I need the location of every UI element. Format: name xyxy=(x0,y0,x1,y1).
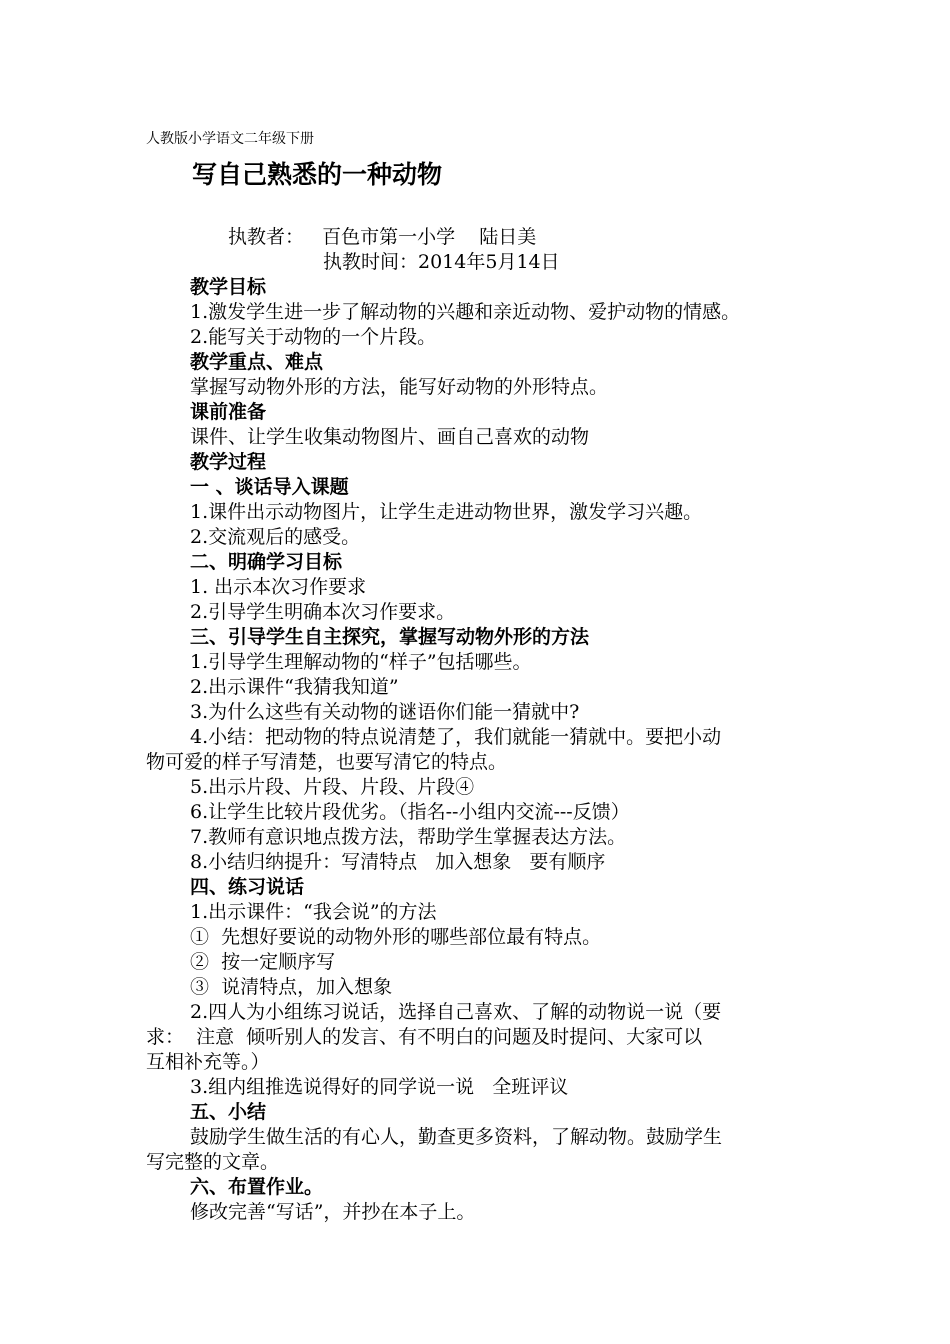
section-4-item-2b: 求： 注意 倾听别人的发言、有不明白的问题及时提问、大家可以 xyxy=(146,1026,703,1048)
section-4-circle-1: ① 先想好要说的动物外形的哪些部位最有特点。 xyxy=(190,926,602,948)
page-title: 写自己熟悉的一种动物 xyxy=(192,160,443,189)
section-1-item-1: 1.课件出示动物图片，让学生走进动物世界，激发学习兴趣。 xyxy=(190,501,703,523)
section-2-heading: 二、明确学习目标 xyxy=(190,551,343,573)
section-6-heading: 六、布置作业。 xyxy=(190,1176,324,1198)
section-4-item-2a: 2.四人为小组练习说话，选择自己喜欢、了解的动物说一说（要 xyxy=(190,1001,722,1023)
goal-1: 1.激发学生进一步了解动物的兴趣和亲近动物、爱护动物的情感。 xyxy=(190,301,741,323)
section-3-heading: 三、引导学生自主探究，掌握写动物外形的方法 xyxy=(190,626,590,648)
section-3-item-1: 1.引导学生理解动物的“样子”包括哪些。 xyxy=(190,651,532,673)
goals-heading: 教学目标 xyxy=(190,276,267,298)
section-4-heading: 四、练习说话 xyxy=(190,876,305,898)
section-6-text: 修改完善“写话”，并抄在本子上。 xyxy=(190,1201,476,1223)
teacher-line: 执教者： 百色市第一小学 陆日美 xyxy=(228,226,537,248)
section-3-item-2: 2.出示课件“我猜我知道” xyxy=(190,676,399,698)
prep-heading: 课前准备 xyxy=(190,401,267,423)
section-4-circle-2: ② 按一定顺序写 xyxy=(190,951,336,973)
key-text: 掌握写动物外形的方法，能写好动物的外形特点。 xyxy=(190,376,609,398)
section-3-item-7: 7.教师有意识地点拨方法，帮助学生掌握表达方法。 xyxy=(190,826,627,848)
section-4-item-3: 3.组内组推选说得好的同学说一说 全班评议 xyxy=(190,1076,569,1098)
section-3-item-8: 8.小结归纳提升：写清特点 加入想象 要有顺序 xyxy=(190,851,606,873)
goal-2: 2.能写关于动物的一个片段。 xyxy=(190,326,437,348)
section-2-item-1: 1. 出示本次习作要求 xyxy=(190,576,367,598)
section-4-circle-3: ③ 说清特点，加入想象 xyxy=(190,976,393,998)
date-line: 执教时间：2014年5月14日 xyxy=(323,251,560,273)
key-heading: 教学重点、难点 xyxy=(190,351,324,373)
section-4-item-1: 1.出示课件：“我会说”的方法 xyxy=(190,901,437,923)
section-5-text-b: 写完整的文章。 xyxy=(146,1151,280,1173)
section-3-item-4b: 物可爱的样子写清楚，也要写清它的特点。 xyxy=(146,751,508,773)
section-3-item-5: 5.出示片段、片段、片段、片段④ xyxy=(190,776,475,798)
section-2-item-2: 2.引导学生明确本次习作要求。 xyxy=(190,601,456,623)
section-5-heading: 五、小结 xyxy=(190,1101,267,1123)
section-5-text-a: 鼓励学生做生活的有心人，勤查更多资料，了解动物。鼓励学生 xyxy=(190,1126,723,1148)
section-3-item-3: 3.为什么这些有关动物的谜语你们能一猜就中? xyxy=(190,701,580,723)
section-3-item-4a: 4.小结：把动物的特点说清楚了，我们就能一猜就中。要把小动 xyxy=(190,726,722,748)
process-heading: 教学过程 xyxy=(190,451,267,473)
section-4-item-2c: 互相补充等。） xyxy=(146,1051,270,1073)
series-label: 人教版小学语文二年级下册 xyxy=(146,131,314,147)
section-1-item-2: 2.交流观后的感受。 xyxy=(190,526,361,548)
prep-text: 课件、让学生收集动物图片、画自己喜欢的动物 xyxy=(190,426,590,448)
section-1-heading: 一 、谈话导入课题 xyxy=(190,476,349,498)
section-3-item-6: 6.让学生比较片段优劣。（指名--小组内交流---反馈） xyxy=(190,801,630,823)
